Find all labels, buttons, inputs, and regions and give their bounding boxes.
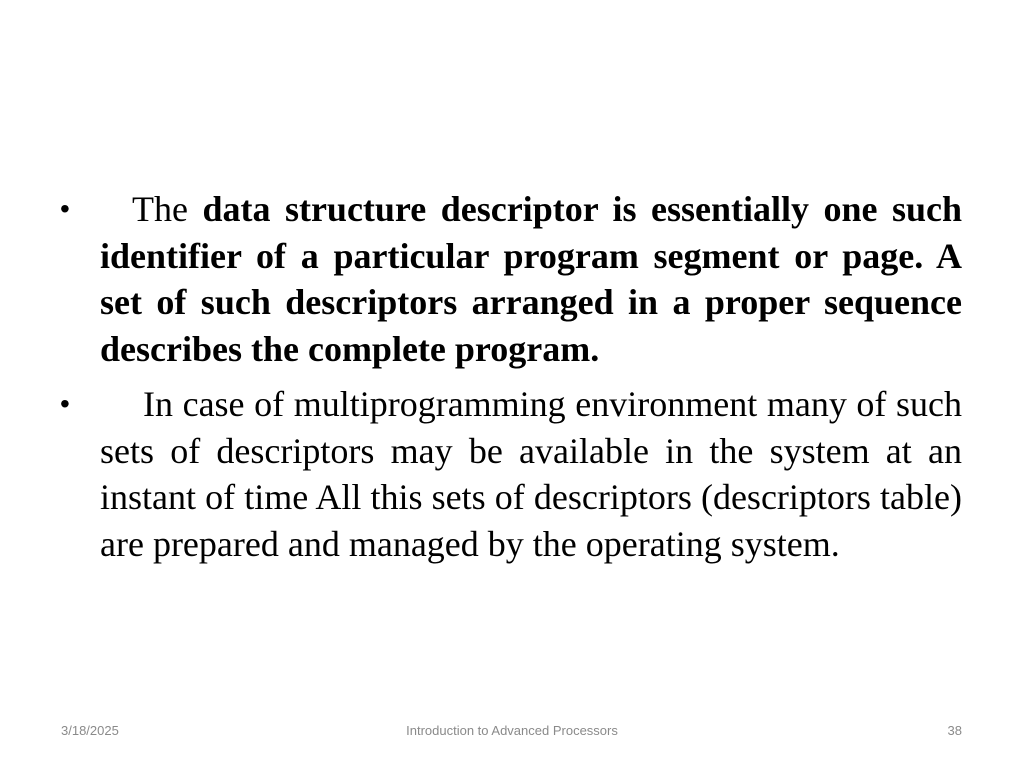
- bullet-item: [60, 186, 962, 372]
- footer-title: Introduction to Advanced Processors: [406, 723, 618, 738]
- bullet-icon: •: [60, 388, 70, 419]
- bullet-lead-text: The: [132, 189, 188, 229]
- bullet-text: In case of multiprogramming environment many of such sets of descriptors may be available in the system at an instant of time All this sets of descriptors (descriptors table) are prepared and managed by the operating system.: [100, 384, 962, 564]
- bullet-icon: •: [60, 193, 70, 224]
- footer-date: 3/18/2025: [61, 723, 119, 738]
- footer-page-number: 38: [947, 723, 962, 738]
- bullet-item: [60, 381, 962, 567]
- bullet-bold-text: data structure descriptor is essentially one such identifier of a particular program segment or page. A set of such descriptors arranged in a proper sequence describes the complete program.: [100, 189, 962, 369]
- slide-body: [60, 186, 962, 567]
